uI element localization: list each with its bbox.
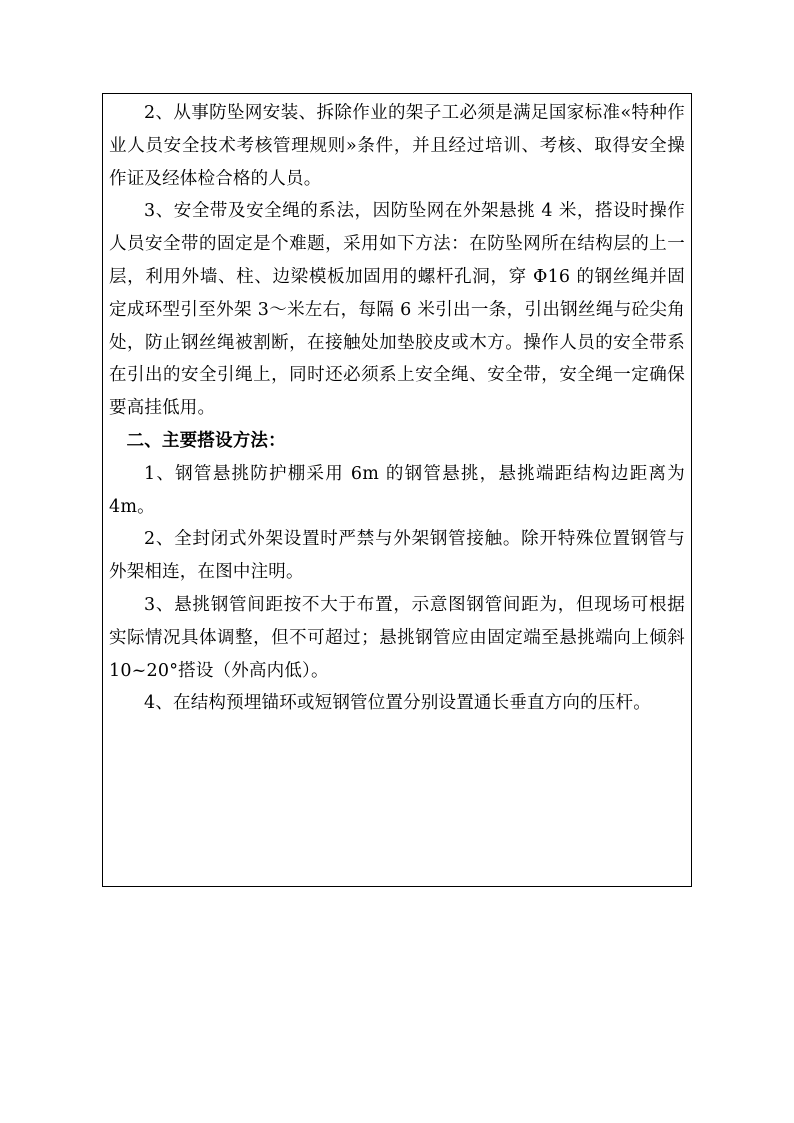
paragraph-safety-belt: 3、安全带及安全绳的系法，因防坠网在外架悬挑 4 米，搭设时操作人员安全带的固定是个难题，采用如下方法：在防坠网所在结构层的上一层，利用外墙、柱、边梁模板加固用的螺杆孔洞，穿 Φ16 的钢丝绳并固定成环型引至外架 3～米左右，每隔 6 米引出一条，引出钢丝绳与砼尖角处，防止钢丝绳被割断，在接触处加垫胶皮或木方。操作人员的安全带系在引出的安全引绳上，同时还必须系上安全绳、安全带，安全绳一定确保要高挂低用。 <box>109 201 685 419</box>
section-heading: 二、主要搭设方法： <box>126 430 286 451</box>
document-content <box>103 94 691 720</box>
method-item-4: 4、在结构预埋锚环或短钢管位置分别设置通长垂直方向的压杆。 <box>144 693 651 714</box>
method-item-1: 1、钢管悬挑防护棚采用 6m 的钢管悬挑，悬挑端距结构边距离为 4m。 <box>109 463 685 517</box>
paragraph-qualification: 2、从事防坠网安装、拆除作业的架子工必须是满足国家标准«特种作业人员安全技术考核管理规则»条件，并且经过培训、考核、取得安全操作证及经体检合格的人员。 <box>109 103 685 189</box>
method-item-3: 3、悬挑钢管间距按不大于布置，示意图钢管间距为，但现场可根据实际情况具体调整，但不可超过；悬挑钢管应由固定端至悬挑端向上倾斜 10~20°搭设（外高内低）。 <box>109 594 685 681</box>
method-item-2: 2、全封闭式外架设置时严禁与外架钢管接触。除开特殊位置钢管与外架相连，在图中注明。 <box>109 529 685 583</box>
document-frame <box>102 93 692 887</box>
